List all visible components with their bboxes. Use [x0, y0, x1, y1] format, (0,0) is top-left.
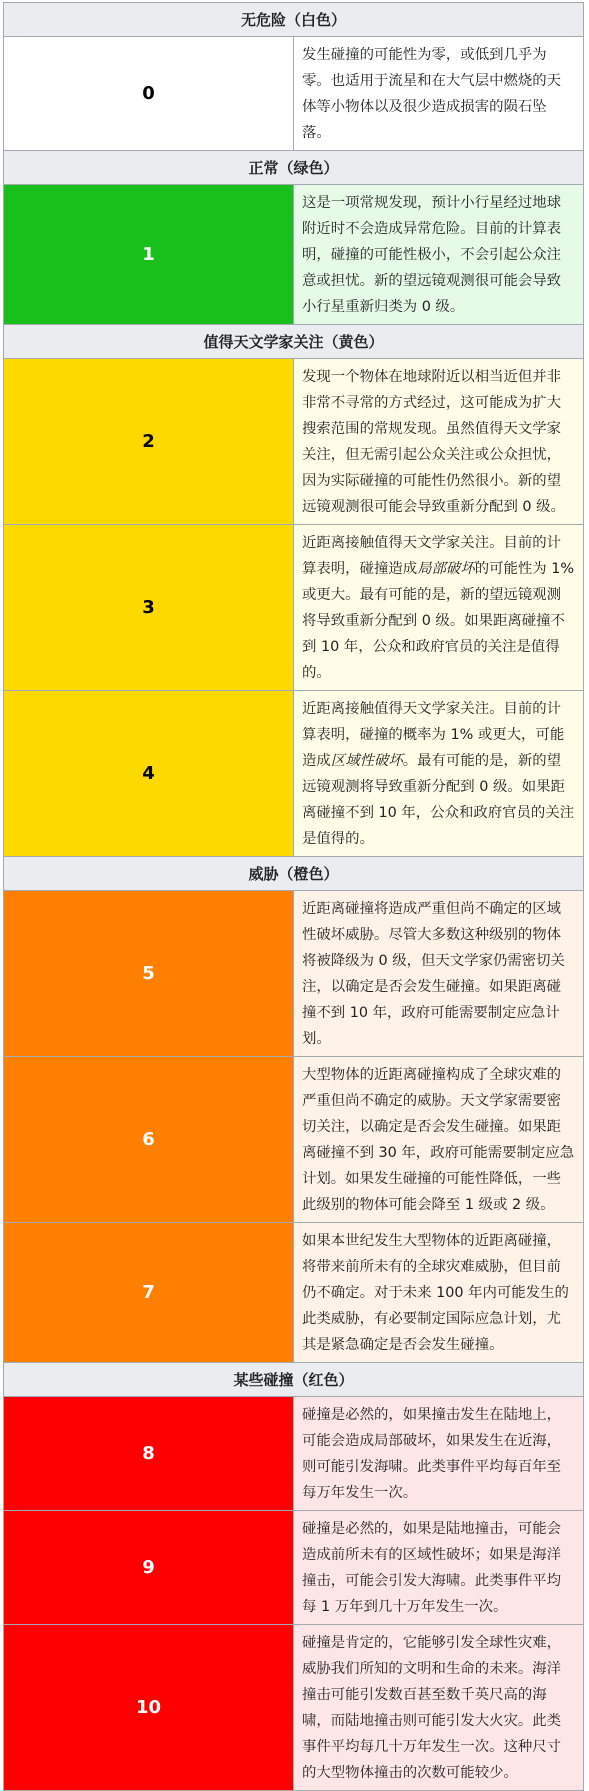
level-text-part: 的可能性为 1% 或更大。最有可能的是，新的望远镜观测将导致重新分配到 0 级。如果距离碰撞不到 10 年，公众和政府官员的关注是值得的。	[302, 561, 575, 681]
level-row-7	[4, 1223, 584, 1363]
level-description	[294, 691, 584, 857]
level-description	[294, 525, 584, 691]
level-description: 如果本世纪发生大型物体的近距离碰撞，将带来前所未有的全球灾难威胁，但目前仍不确定。对于未来 100 年内可能发生的此类威胁，有必要制定国际应急计划，尤其是紧急确定是否会发生碰撞。	[294, 1223, 584, 1363]
torino-scale-table	[3, 2, 584, 1791]
category-heading-green: 正常（绿色）	[4, 151, 584, 185]
level-description: 碰撞是肯定的，它能够引发全球性灾难，威胁我们所知的文明和生命的未来。海洋撞击可能引发数百甚至数千英尺高的海啸，而陆地撞击则可能引发大火灾。此类事件平均每几十万年发生一次。这种尺寸的大型物体撞击的次数可能较少。	[294, 1625, 584, 1791]
category-row-green	[4, 151, 584, 185]
level-number: 2	[4, 359, 294, 525]
category-row-yellow	[4, 325, 584, 359]
level-row-5	[4, 891, 584, 1057]
level-number: 6	[4, 1057, 294, 1223]
level-row-8	[4, 1397, 584, 1511]
level-row-2	[4, 359, 584, 525]
level-number: 1	[4, 185, 294, 325]
level-number: 5	[4, 891, 294, 1057]
category-heading-orange: 威胁（橙色）	[4, 857, 584, 891]
category-row-white	[4, 3, 584, 37]
level-description: 碰撞是必然的，如果是陆地撞击，可能会造成前所未有的区域性破坏；如果是海洋撞击，可能会引发大海啸。此类事件平均每 1 万年到几十万年发生一次。	[294, 1511, 584, 1625]
level-number: 7	[4, 1223, 294, 1363]
level-number: 4	[4, 691, 294, 857]
level-description: 发生碰撞的可能性为零，或低到几乎为零。也适用于流星和在大气层中燃烧的天体等小物体以及很少造成损害的陨石坠落。	[294, 37, 584, 151]
level-description: 发现一个物体在地球附近以相当近但并非非常不寻常的方式经过，这可能成为扩大搜索范围的常规发现。虽然值得天文学家关注，但无需引起公众关注或公众担忧，因为实际碰撞的可能性仍然很小。新的望远镜观测很可能会导致重新分配到 0 级。	[294, 359, 584, 525]
level-row-4	[4, 691, 584, 857]
level-row-10	[4, 1625, 584, 1791]
category-heading-red: 某些碰撞（红色）	[4, 1363, 584, 1397]
level-text-part: 近距离接触值得天文学家关注。目前的计算表明，碰撞的概率为 1% 或更大，可能造成	[302, 701, 565, 769]
category-row-orange	[4, 857, 584, 891]
level-description: 大型物体的近距离碰撞构成了全球灾难的严重但尚不确定的威胁。天文学家需要密切关注，以确定是否会发生碰撞。如果距离碰撞不到 30 年，政府可能需要制定应急计划。如果发生碰撞的可能性降低，一些此级别的物体可能会降至 1 级或 2 级。	[294, 1057, 584, 1223]
category-row-red	[4, 1363, 584, 1397]
level-row-0	[4, 37, 584, 151]
level-number: 8	[4, 1397, 294, 1511]
level-description: 近距离碰撞将造成严重但尚不确定的区域性破坏威胁。尽管大多数这种级别的物体将被降级为 0 级，但天文学家仍需密切关注，以确定是否会发生碰撞。如果距离碰撞不到 10 年，政府可能需要制定应急计划。	[294, 891, 584, 1057]
level-description: 这是一项常规发现，预计小行星经过地球附近时不会造成异常危险。目前的计算表明，碰撞的可能性极小，不会引起公众注意或担忧。新的望远镜观测很可能会导致小行星重新归类为 0 级。	[294, 185, 584, 325]
level-number: 3	[4, 525, 294, 691]
level-row-3	[4, 525, 584, 691]
level-number: 0	[4, 37, 294, 151]
level-number: 9	[4, 1511, 294, 1625]
level-row-1	[4, 185, 584, 325]
category-heading-white: 无危险（白色）	[4, 3, 584, 37]
emphasized-term: 区域性破坏	[330, 753, 403, 769]
emphasized-term: 局部破坏	[417, 561, 475, 577]
level-number: 10	[4, 1625, 294, 1791]
level-row-9	[4, 1511, 584, 1625]
category-heading-yellow: 值得天文学家关注（黄色）	[4, 325, 584, 359]
level-row-6	[4, 1057, 584, 1223]
level-text-part: 近距离接触值得天文学家关注。目前的计算表明，碰撞造成	[302, 535, 562, 577]
level-description: 碰撞是必然的，如果撞击发生在陆地上，可能会造成局部破坏，如果发生在近海，则可能引发海啸。此类事件平均每百年至每万年发生一次。	[294, 1397, 584, 1511]
level-text-part: 。最有可能的是，新的望远镜观测将导致重新分配到 0 级。如果距离碰撞不到 10 年，公众和政府官员的关注是值得的。	[302, 753, 575, 847]
